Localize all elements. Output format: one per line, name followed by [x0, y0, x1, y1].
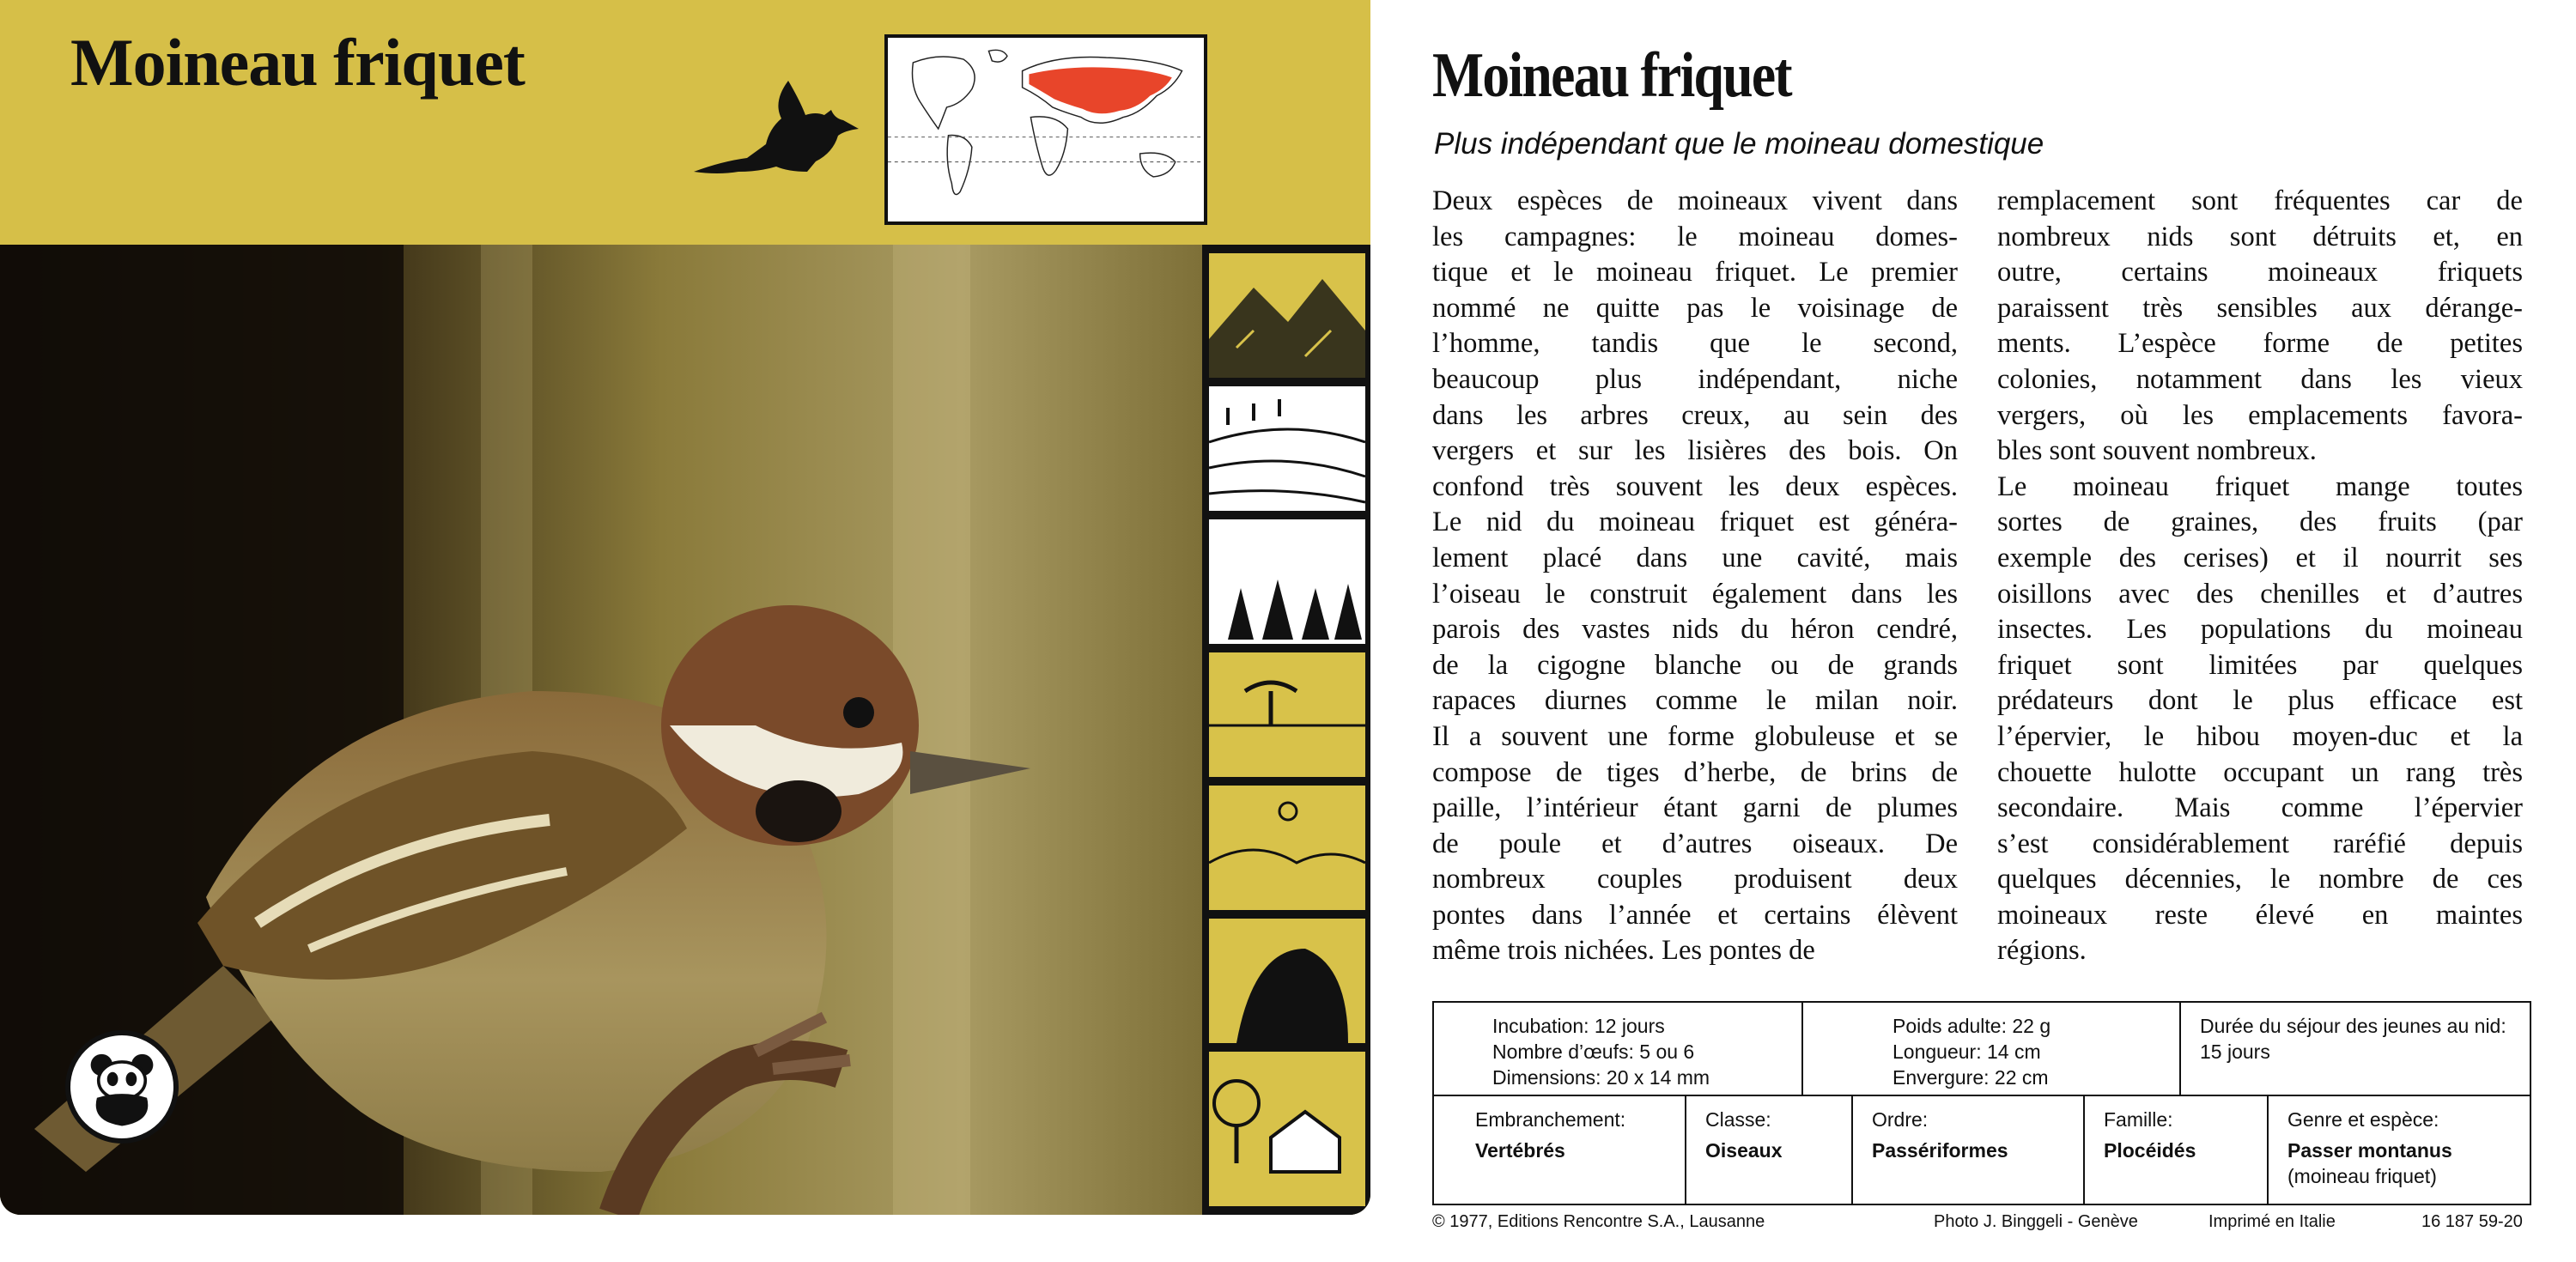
body-text-line: chouette hulotte occupant un rang très: [1997, 756, 2523, 788]
front-card-title: Moineau friquet: [70, 25, 525, 100]
facts-table: [1432, 1001, 2531, 1205]
body-text-line: de la cigogne blanche ou de grands: [1432, 649, 1958, 681]
body-text-line: beaucoup plus indépendant, niche: [1432, 363, 1958, 395]
fact-egg-dimensions: Dimensions: 20 x 14 mm: [1492, 1066, 1710, 1089]
body-text-line: dans les arbres creux, au sein des: [1432, 399, 1958, 431]
body-text-line: vergers et sur les lisières des bois. On: [1432, 435, 1958, 467]
habitat-fields-icon: [1209, 386, 1365, 511]
body-text-line: confond très souvent les deux espèces.: [1432, 470, 1958, 502]
body-text-line: Le nid du moineau friquet est généra-: [1432, 507, 1958, 538]
body-text-line: de poule et d’autres oiseaux. De: [1432, 828, 1958, 859]
body-text-column-left: [1432, 184, 1958, 984]
body-text-line: s’est considérablement raréfié depuis: [1997, 828, 2523, 859]
body-text-line: l’homme, tandis que le second,: [1432, 328, 1958, 360]
back-card: [1370, 0, 2576, 1262]
body-text-line: tique et le moineau friquet. Le premier: [1432, 257, 1958, 288]
body-text-line: compose de tiges d’herbe, de brins de: [1432, 756, 1958, 788]
body-text-line: oisillons avec des chenilles et d’autres: [1997, 578, 2523, 610]
body-text-line: Le moineau friquet mange toutes: [1997, 470, 2523, 502]
body-text-line: Deux espèces de moineaux vivent dans: [1432, 185, 1958, 216]
front-card-header: [0, 0, 1370, 245]
fact-nest-stay-value: 15 jours: [2200, 1041, 2270, 1063]
body-text-line: exemple des cerises) et il nourrit ses: [1997, 542, 2523, 573]
body-text-line: lement placé dans une cavité, mais: [1432, 542, 1958, 573]
body-text-line: colonies, notamment dans les vieux: [1997, 363, 2523, 395]
back-card-subtitle: Plus indépendant que le moineau domestique: [1434, 127, 2044, 161]
body-text-line: prédateurs dont le plus efficace est: [1997, 685, 2523, 717]
body-text-line: rapaces diurnes comme le milan noir.: [1432, 685, 1958, 717]
body-text-line: paraissent très sensibles aux dérange-: [1997, 292, 2523, 324]
card-footer: [1432, 1212, 2540, 1238]
body-text-line: vergers, où les emplacements favora-: [1997, 399, 2523, 431]
back-card-title: Moineau friquet: [1432, 40, 1791, 111]
body-text-line: remplacement sont fréquentes car de: [1997, 185, 2523, 216]
facts-cell-size: [1801, 1003, 2179, 1095]
footer-printed: Imprimé en Italie: [2208, 1212, 2336, 1231]
footer-copyright: © 1977, Editions Rencontre S.A., Lausanne: [1432, 1212, 1765, 1231]
body-text-line: ments. L’espèce forme de petites: [1997, 328, 2523, 360]
body-text-line: régions.: [1997, 935, 2087, 967]
fact-eggs: Nombre d’œufs: 5 ou 6: [1492, 1041, 1695, 1063]
body-text-line: les campagnes: le moineau domes-: [1432, 221, 1958, 252]
habitat-mountains-icon: [1209, 253, 1365, 378]
flying-bird-icon: [687, 76, 867, 196]
body-text-line: friquet sont limitées par quelques: [1997, 649, 2523, 681]
fact-nest-stay-label: Durée du séjour des jeunes au nid:: [2200, 1015, 2506, 1037]
body-text-line: nommé ne quitte pas le voisinage de: [1432, 292, 1958, 324]
body-text-line: Il a souvent une forme globuleuse et se: [1432, 720, 1958, 752]
taxonomy-class: Classe: Oiseaux: [1685, 1096, 1851, 1204]
body-text-line: paille, l’intérieur étant garni de plumes: [1432, 792, 1958, 824]
fact-incubation: Incubation: 12 jours: [1492, 1015, 1665, 1037]
habitat-cave-icon: [1209, 919, 1365, 1043]
fact-weight: Poids adulte: 22 g: [1893, 1015, 2051, 1037]
body-text-column-right: [1997, 184, 2523, 984]
taxonomy-species: Genre et espèce: Passer montanus (moineau friquet): [2267, 1096, 2530, 1204]
body-text-line: outre, certains moineaux friquets: [1997, 257, 2523, 288]
body-text-line: l’épervier, le hibou moyen-duc et la: [1997, 720, 2523, 752]
body-text-line: insectes. Les populations du moineau: [1997, 614, 2523, 646]
range-map: [884, 34, 1207, 225]
taxonomy-family: Famille: Plocéidés: [2083, 1096, 2267, 1204]
body-text-line: moineaux reste élevé en maintes: [1997, 899, 2523, 931]
body-text-line: parois des vastes nids du héron cendré,: [1432, 614, 1958, 646]
body-text-line: nombreux nids sont détruits et, en: [1997, 221, 2523, 252]
taxonomy-phylum: Embranchement: Vertébrés: [1475, 1108, 1626, 1162]
body-text-line: l’oiseau le construit également dans les: [1432, 578, 1958, 610]
habitat-forest-icon: [1209, 519, 1365, 644]
body-text-line: secondaire. Mais comme l’épervier: [1997, 792, 2523, 824]
body-text-line: bles sont souvent nombreux.: [1997, 435, 2317, 467]
facts-row-measurements: [1434, 1003, 2530, 1096]
body-text-line: nombreux couples produisent deux: [1432, 864, 1958, 895]
footer-card-code: 16 187 59-20: [2421, 1212, 2523, 1231]
facts-cell-breeding: [1434, 1003, 1801, 1095]
fact-wingspan: Envergure: 22 cm: [1893, 1066, 2049, 1089]
habitat-village-icon: [1209, 1052, 1365, 1206]
body-text-line: sortes de graines, des fruits (par: [1997, 507, 2523, 538]
body-text-line: même trois nichées. Les pontes de: [1432, 935, 1815, 967]
habitat-savanna-icon: [1209, 652, 1365, 777]
fact-length: Longueur: 14 cm: [1893, 1041, 2041, 1063]
body-text-line: pontes dans l’année et certains élèvent: [1432, 899, 1958, 931]
taxonomy-order: Ordre: Passériformes: [1851, 1096, 2083, 1204]
habitat-strip: [1202, 245, 1370, 1215]
panda-logo-icon: [65, 1030, 179, 1144]
body-text-line: quelques décennies, le nombre de ces: [1997, 864, 2523, 895]
facts-row-taxonomy: [1434, 1096, 2530, 1204]
habitat-desert-icon: [1209, 786, 1365, 910]
footer-photo-credit: Photo J. Binggeli - Genève: [1934, 1212, 2138, 1231]
facts-cell-nest-stay: [2179, 1003, 2531, 1095]
sparrow-photo: [0, 245, 1202, 1215]
